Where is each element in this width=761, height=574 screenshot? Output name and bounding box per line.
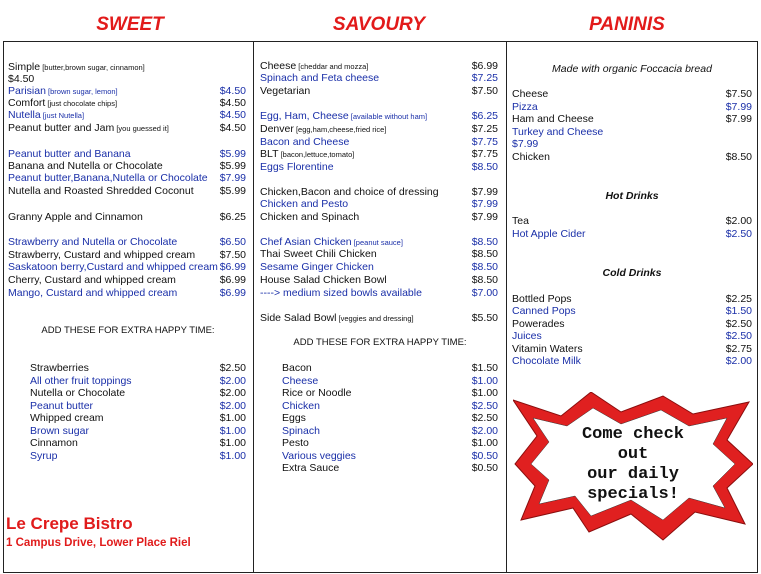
item-price: $2.50 bbox=[725, 330, 752, 342]
item-price: $7.99 bbox=[471, 198, 498, 210]
item-price: $4.50 bbox=[219, 109, 246, 121]
item-name: Nutella [just Nutella] bbox=[8, 109, 85, 121]
item-name: Parisian [brown sugar, lemon] bbox=[8, 85, 118, 97]
item-price: $5.50 bbox=[471, 312, 498, 324]
item-name: Denver [egg,ham,cheese,fried rice] bbox=[260, 123, 387, 135]
item-name: Bottled Pops bbox=[512, 293, 572, 305]
item-price: $6.25 bbox=[219, 211, 246, 223]
item-name: Tea bbox=[512, 215, 529, 227]
item-name: Cherry, Custard and whipped cream bbox=[8, 274, 176, 286]
item-price: $6.50 bbox=[219, 236, 246, 248]
item-price: $4.50 bbox=[219, 97, 246, 109]
item-note: [brown sugar, lemon] bbox=[45, 87, 118, 96]
brand-address: 1 Campus Drive, Lower Place Riel bbox=[6, 537, 191, 549]
item-price: $7.50 bbox=[471, 85, 498, 97]
item-price: $1.00 bbox=[219, 412, 246, 424]
item-name: Ham and Cheese bbox=[512, 113, 594, 125]
item-price: $2.25 bbox=[725, 293, 752, 305]
item-price: $1.00 bbox=[471, 437, 498, 449]
sweet-extras-title: ADD THESE FOR EXTRA HAPPY TIME: bbox=[41, 325, 215, 336]
item-price: $7.99 bbox=[471, 211, 498, 223]
specials-line-2: out bbox=[617, 445, 649, 464]
item-price: $2.50 bbox=[725, 228, 752, 240]
item-price: $6.99 bbox=[219, 261, 246, 273]
item-price: $8.50 bbox=[471, 161, 498, 173]
item-name: Nutella and Roasted Shredded Coconut bbox=[8, 185, 194, 197]
item-price: $7.50 bbox=[725, 88, 752, 100]
paninis-subtitle: Made with organic Foccacia bread bbox=[552, 63, 712, 75]
item-name: Vegetarian bbox=[260, 85, 311, 97]
item-price: $2.00 bbox=[219, 375, 246, 387]
item-price: $8.50 bbox=[471, 261, 498, 273]
item-name: Syrup bbox=[30, 450, 58, 462]
item-name: Sesame Ginger Chicken bbox=[260, 261, 374, 273]
item-price: $7.99 bbox=[725, 101, 752, 113]
item-name: Eggs Florentine bbox=[260, 161, 334, 173]
item-name: Peanut butter and Banana bbox=[8, 148, 131, 160]
item-name: Thai Sweet Chili Chicken bbox=[260, 248, 377, 260]
item-note: [veggies and dressing] bbox=[336, 314, 414, 323]
item-name: BLT [bacon,lettuce,tomato] bbox=[260, 148, 355, 160]
specials-line-3: our daily bbox=[587, 465, 679, 484]
item-name: Strawberry and Nutella or Chocolate bbox=[8, 236, 178, 248]
item-name: Saskatoon berry,Custard and whipped cream bbox=[8, 261, 218, 273]
item-note: [cheddar and mozza] bbox=[296, 62, 369, 71]
item-note: [you guessed it] bbox=[114, 124, 169, 133]
item-name: Juices bbox=[512, 330, 542, 342]
item-name: Spinach and Feta cheese bbox=[260, 72, 380, 84]
item-price: $2.00 bbox=[725, 355, 752, 367]
item-note: [just Nutella] bbox=[40, 111, 85, 120]
item-price: $5.99 bbox=[219, 185, 246, 197]
item-name: Eggs bbox=[282, 412, 306, 424]
item-price: $8.50 bbox=[471, 248, 498, 260]
item-price: $2.00 bbox=[471, 425, 498, 437]
item-name: Chicken and Pesto bbox=[260, 198, 349, 210]
item-name: $4.50 bbox=[8, 73, 35, 85]
item-price: $2.00 bbox=[219, 387, 246, 399]
item-name: Bacon bbox=[282, 362, 312, 374]
item-name: Mango, Custard and whipped cream bbox=[8, 287, 178, 299]
item-price: $5.99 bbox=[219, 160, 246, 172]
item-price: $1.00 bbox=[471, 375, 498, 387]
savoury-extras-title: ADD THESE FOR EXTRA HAPPY TIME: bbox=[293, 337, 467, 348]
item-name: Vitamin Waters bbox=[512, 343, 583, 355]
item-price: $1.50 bbox=[471, 362, 498, 374]
cold-drinks-title: Cold Drinks bbox=[602, 267, 662, 279]
item-name: Nutella or Chocolate bbox=[30, 387, 126, 399]
item-name: Strawberries bbox=[30, 362, 89, 374]
item-name: Egg, Ham, Cheese [available without ham] bbox=[260, 110, 428, 122]
item-price: $7.00 bbox=[471, 287, 498, 299]
item-name: Banana and Nutella or Chocolate bbox=[8, 160, 163, 172]
item-name: Cheese bbox=[282, 375, 319, 387]
item-price: $7.99 bbox=[219, 172, 246, 184]
item-name: Cinnamon bbox=[30, 437, 78, 449]
brand-name: Le Crepe Bistro bbox=[6, 514, 133, 533]
item-note: [butter,brown sugar, cinnamon] bbox=[40, 63, 145, 72]
item-price: $1.00 bbox=[219, 425, 246, 437]
item-name: Side Salad Bowl [veggies and dressing] bbox=[260, 312, 414, 324]
item-price: $6.99 bbox=[219, 287, 246, 299]
item-price: $8.50 bbox=[471, 274, 498, 286]
item-name: Bacon and Cheese bbox=[260, 136, 350, 148]
item-name: Peanut butter bbox=[30, 400, 94, 412]
item-name: Rice or Noodle bbox=[282, 387, 352, 399]
item-name: Peanut butter,Banana,Nutella or Chocolate bbox=[8, 172, 208, 184]
item-name: Chicken,Bacon and choice of dressing bbox=[260, 186, 439, 198]
item-name: Various veggies bbox=[282, 450, 356, 462]
item-price: $5.99 bbox=[219, 148, 246, 160]
item-price: $1.50 bbox=[725, 305, 752, 317]
paninis-header: PANINIS bbox=[589, 14, 665, 35]
item-name: Peanut butter and Jam [you guessed it] bbox=[8, 122, 169, 134]
item-price: $7.25 bbox=[471, 72, 498, 84]
item-price: $0.50 bbox=[471, 462, 498, 474]
item-note: [available without ham] bbox=[348, 112, 428, 121]
item-name: Spinach bbox=[282, 425, 320, 437]
item-name: Chicken bbox=[282, 400, 320, 412]
item-price: $7.75 bbox=[471, 148, 498, 160]
item-name: Brown sugar bbox=[30, 425, 89, 437]
item-note: [just chocolate chips] bbox=[45, 99, 118, 108]
specials-line-4: specials! bbox=[587, 485, 679, 504]
item-note: [peanut sauce] bbox=[351, 238, 403, 247]
hot-drinks-title: Hot Drinks bbox=[605, 190, 659, 202]
item-name: Whipped cream bbox=[30, 412, 104, 424]
item-name: Turkey and Cheese bbox=[512, 126, 604, 138]
item-price: $2.75 bbox=[725, 343, 752, 355]
item-name: Canned Pops bbox=[512, 305, 576, 317]
item-price: $6.99 bbox=[471, 60, 498, 72]
item-name: Simple [butter,brown sugar, cinnamon] bbox=[8, 61, 145, 73]
savoury-header: SAVOURY bbox=[332, 14, 426, 35]
item-price: $2.50 bbox=[725, 318, 752, 330]
specials-burst bbox=[513, 392, 753, 542]
item-name: Hot Apple Cider bbox=[512, 228, 586, 240]
item-name: Extra Sauce bbox=[282, 462, 340, 474]
item-name: Cheese [cheddar and mozza] bbox=[260, 60, 369, 72]
item-name: Chocolate Milk bbox=[512, 355, 581, 367]
sweet-header: SWEET bbox=[96, 14, 164, 35]
item-name: Pizza bbox=[512, 101, 538, 113]
item-price: $0.50 bbox=[471, 450, 498, 462]
item-note: [egg,ham,cheese,fried rice] bbox=[293, 125, 387, 134]
item-price: $1.00 bbox=[471, 387, 498, 399]
item-price: $1.00 bbox=[219, 450, 246, 462]
specials-line-1: Come check bbox=[581, 425, 685, 444]
item-price: $4.50 bbox=[219, 122, 246, 134]
item-price: $7.99 bbox=[471, 186, 498, 198]
item-name: $7.99 bbox=[512, 138, 539, 150]
item-note: [bacon,lettuce,tomato] bbox=[278, 150, 355, 159]
item-price: $6.99 bbox=[219, 274, 246, 286]
item-price: $2.00 bbox=[219, 400, 246, 412]
item-price: $8.50 bbox=[725, 151, 752, 163]
item-name: Granny Apple and Cinnamon bbox=[8, 211, 143, 223]
item-price: $2.00 bbox=[725, 215, 752, 227]
item-price: $7.75 bbox=[471, 136, 498, 148]
item-price: $6.25 bbox=[471, 110, 498, 122]
item-name: Pesto bbox=[282, 437, 309, 449]
item-price: $1.00 bbox=[219, 437, 246, 449]
item-price: $7.99 bbox=[725, 113, 752, 125]
item-price: $7.50 bbox=[219, 249, 246, 261]
item-name: Cheese bbox=[512, 88, 549, 100]
item-price: $7.25 bbox=[471, 123, 498, 135]
item-name: Strawberry, Custard and whipped cream bbox=[8, 249, 196, 261]
item-name: Comfort [just chocolate chips] bbox=[8, 97, 118, 109]
item-price: $2.50 bbox=[219, 362, 246, 374]
item-name: House Salad Chicken Bowl bbox=[260, 274, 387, 286]
item-name: Chef Asian Chicken [peanut sauce] bbox=[260, 236, 403, 248]
item-name: Powerades bbox=[512, 318, 565, 330]
item-name: Chicken and Spinach bbox=[260, 211, 360, 223]
item-name: All other fruit toppings bbox=[30, 375, 132, 387]
item-price: $2.50 bbox=[471, 400, 498, 412]
item-price: $4.50 bbox=[219, 85, 246, 97]
item-name: Chicken bbox=[512, 151, 550, 163]
item-price: $2.50 bbox=[471, 412, 498, 424]
item-name: ----> medium sized bowls available bbox=[260, 287, 422, 299]
item-price: $8.50 bbox=[471, 236, 498, 248]
